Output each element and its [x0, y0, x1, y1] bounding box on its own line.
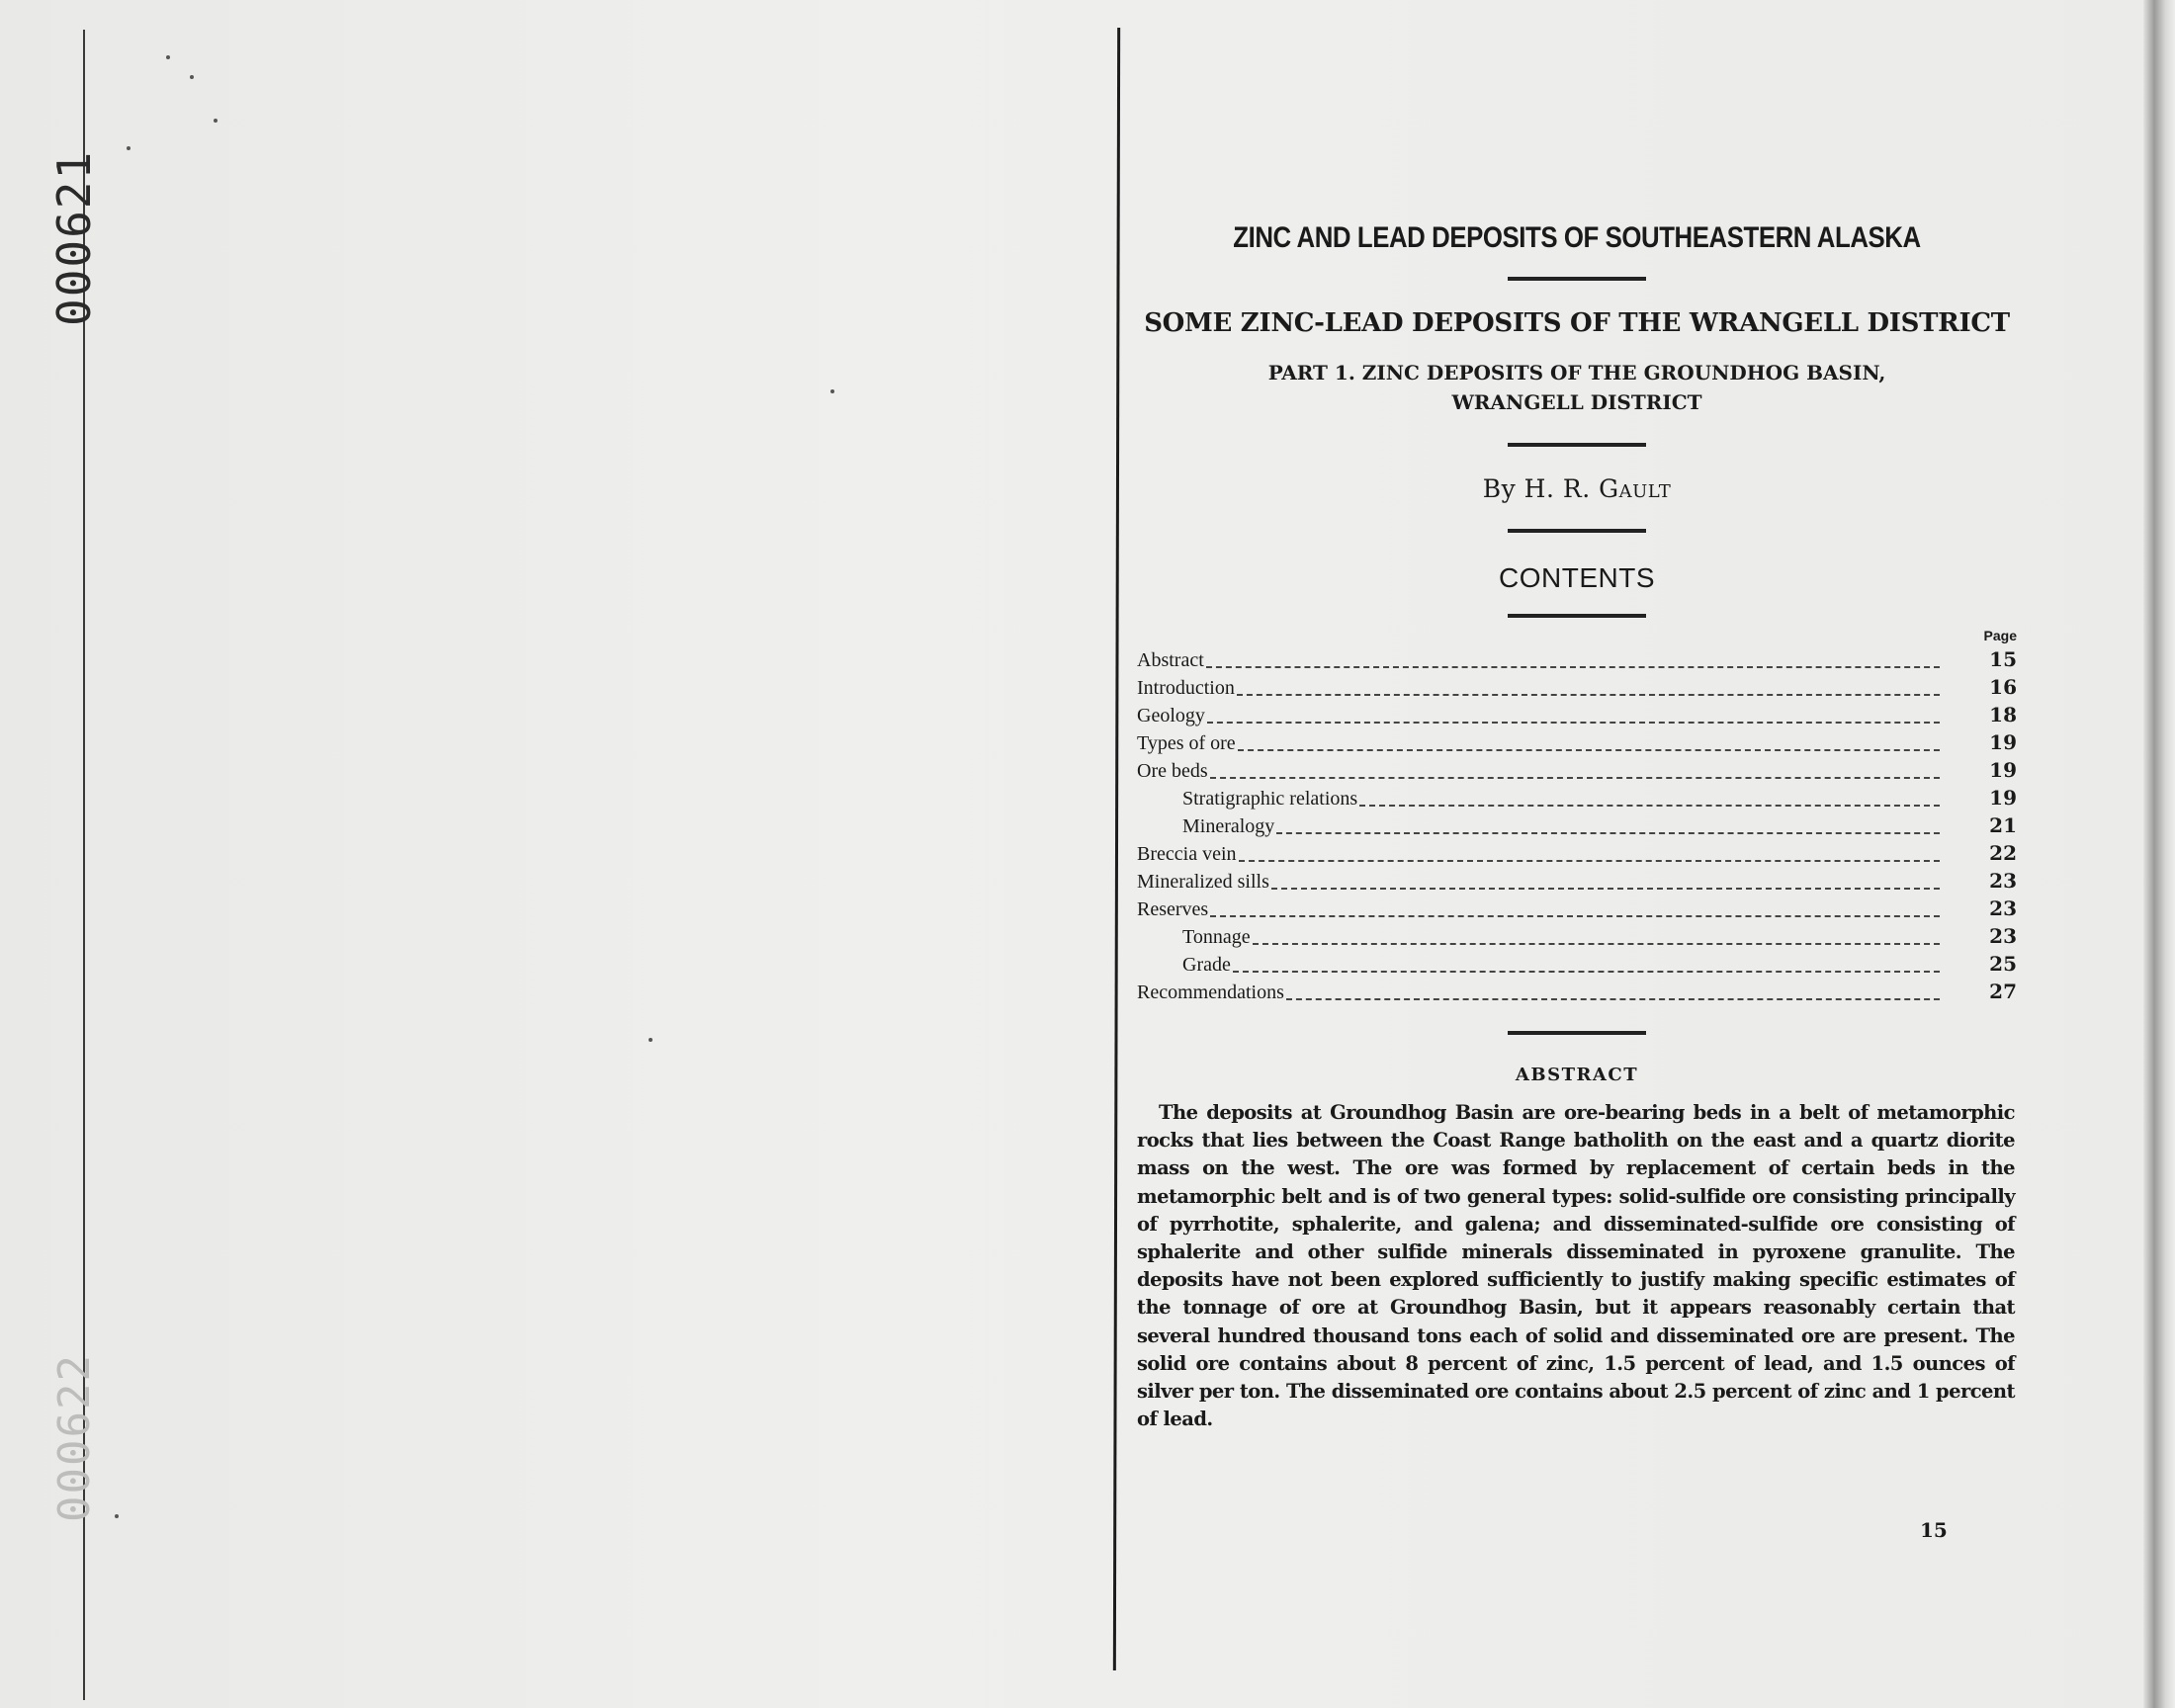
toc-leader-dots: [1210, 777, 1940, 779]
toc-leader-dots: [1271, 888, 1940, 890]
frame-number-stamp-top: 000621: [47, 149, 101, 326]
toc-leader-dots: [1238, 749, 1940, 751]
toc-entry: [1137, 673, 2017, 701]
toc-entry-page: 16: [1989, 675, 2017, 699]
toc-entry-label: Introduction: [1137, 677, 1235, 699]
scan-speck: [166, 55, 170, 59]
toc-leader-dots: [1286, 998, 1940, 1000]
toc-entry-label: Stratigraphic relations: [1182, 788, 1358, 810]
table-of-contents: [1137, 628, 2017, 1005]
scan-speck: [127, 146, 130, 150]
toc-entry: [1137, 839, 2017, 867]
toc-entry-page: 23: [1989, 869, 2017, 893]
toc-entry-page: 19: [1989, 786, 2017, 810]
scan-speck: [649, 1038, 652, 1042]
toc-entry: [1137, 784, 2017, 811]
toc-entry-label: Grade: [1182, 954, 1231, 976]
toc-entry-label: Mineralogy: [1182, 815, 1275, 837]
right-page-content: [1137, 198, 2017, 1433]
title-rule: [1508, 277, 1646, 281]
toc-entry-page: 22: [1989, 841, 2017, 865]
toc-entry: [1137, 950, 2017, 978]
abstract-paragraph: The deposits at Groundhog Basin are ore-bearing beds in a belt of metamorphic rocks that lies between the Coast Range batholith on the east and a quartz diorite mass on the west. The ore was formed by replacement of certain beds in the metamorphic belt and is of two general types: solid-sulfide ore consisting principally of pyrrhotite, sphalerite, and galena; and disseminated-sulfide ore consisting of sphalerite and other sulfide minerals disseminated in pyroxene granulite. The deposits have not been explored sufficiently to justify making specific estimates of the tonnage of ore at Groundhog Basin, but it appears reasonably certain that several hundred thousand tons each of solid and disseminated ore are present. The solid ore contains about 8 percent of zinc, 1.5 percent of lead, and 1.5 ounces of silver per ton. The disseminated ore contains about 2.5 percent of zinc and 1 percent of lead.: [1137, 1101, 2015, 1431]
byline: [1137, 474, 2017, 503]
byline-prefix: By H. R.: [1482, 474, 1591, 503]
article-title: SOME ZINC-LEAD DEPOSITS OF THE WRANGELL DISTRICT: [1144, 308, 2010, 338]
toc-entry-label: Reserves: [1137, 898, 1209, 920]
toc-page-column-header: Page: [1983, 628, 2017, 643]
contents-heading: CONTENTS: [1499, 562, 1655, 593]
toc-entry-label: Recommendations: [1137, 982, 1284, 1003]
toc-entry-label: Tonnage: [1182, 926, 1251, 948]
toc-entry-label: Breccia vein: [1137, 843, 1237, 865]
toc-leader-dots: [1206, 666, 1940, 668]
contents-rule: [1508, 614, 1646, 618]
toc-entry-page: 21: [1989, 813, 2017, 837]
toc-entry: [1137, 756, 2017, 784]
toc-entry-page: 23: [1989, 897, 2017, 920]
abstract-heading: ABSTRACT: [1515, 1065, 1639, 1085]
toc-leader-dots: [1276, 832, 1940, 834]
abstract-rule: [1508, 1031, 1646, 1035]
toc-entry-page: 15: [1989, 647, 2017, 671]
toc-entry: [1137, 867, 2017, 895]
toc-entry-label: Geology: [1137, 705, 1205, 726]
toc-leader-dots: [1207, 722, 1940, 724]
toc-entry-page: 19: [1989, 758, 2017, 782]
toc-entry-label: Ore beds: [1137, 760, 1208, 782]
toc-entry: [1137, 811, 2017, 839]
toc-entry: [1137, 701, 2017, 728]
toc-leader-dots: [1239, 860, 1941, 862]
part-rule: [1508, 443, 1646, 447]
toc-entry-page: 23: [1989, 924, 2017, 948]
toc-entry: [1137, 922, 2017, 950]
toc-leader-dots: [1210, 915, 1940, 917]
toc-entry-page: 19: [1989, 730, 2017, 754]
series-title: ZINC AND LEAD DEPOSITS OF SOUTHEASTERN ALASKA: [1233, 221, 1921, 254]
toc-entry-page: 25: [1989, 952, 2017, 976]
toc-entry-page: 27: [1989, 980, 2017, 1003]
scan-speck: [115, 1514, 119, 1518]
right-page-edge-shadow: [2143, 0, 2175, 1708]
scan-speck: [214, 119, 218, 123]
page-number: 15: [1920, 1518, 1948, 1542]
toc-leader-dots: [1253, 943, 1940, 945]
toc-entry-label: Mineralized sills: [1137, 871, 1269, 893]
toc-entry: [1137, 728, 2017, 756]
toc-entry: [1137, 645, 2017, 673]
author-surname: Gault: [1599, 474, 1672, 503]
toc-entry-page: 18: [1989, 703, 2017, 726]
toc-leader-dots: [1233, 971, 1940, 973]
toc-entry: [1137, 895, 2017, 922]
toc-entry-label: Abstract: [1137, 649, 1204, 671]
scan-speck: [190, 75, 194, 79]
part-title-line-2: WRANGELL DISTRICT: [1451, 390, 1702, 414]
byline-rule: [1508, 529, 1646, 533]
toc-leader-dots: [1237, 694, 1940, 696]
toc-entry: [1137, 978, 2017, 1005]
part-title-line-1: PART 1. ZINC DEPOSITS OF THE GROUNDHOG BASIN,: [1267, 361, 1886, 384]
frame-number-stamp-bottom: 000622: [49, 1353, 100, 1522]
toc-leader-dots: [1359, 805, 1940, 807]
scan-speck: [830, 389, 834, 393]
toc-entry-label: Types of ore: [1137, 732, 1236, 754]
